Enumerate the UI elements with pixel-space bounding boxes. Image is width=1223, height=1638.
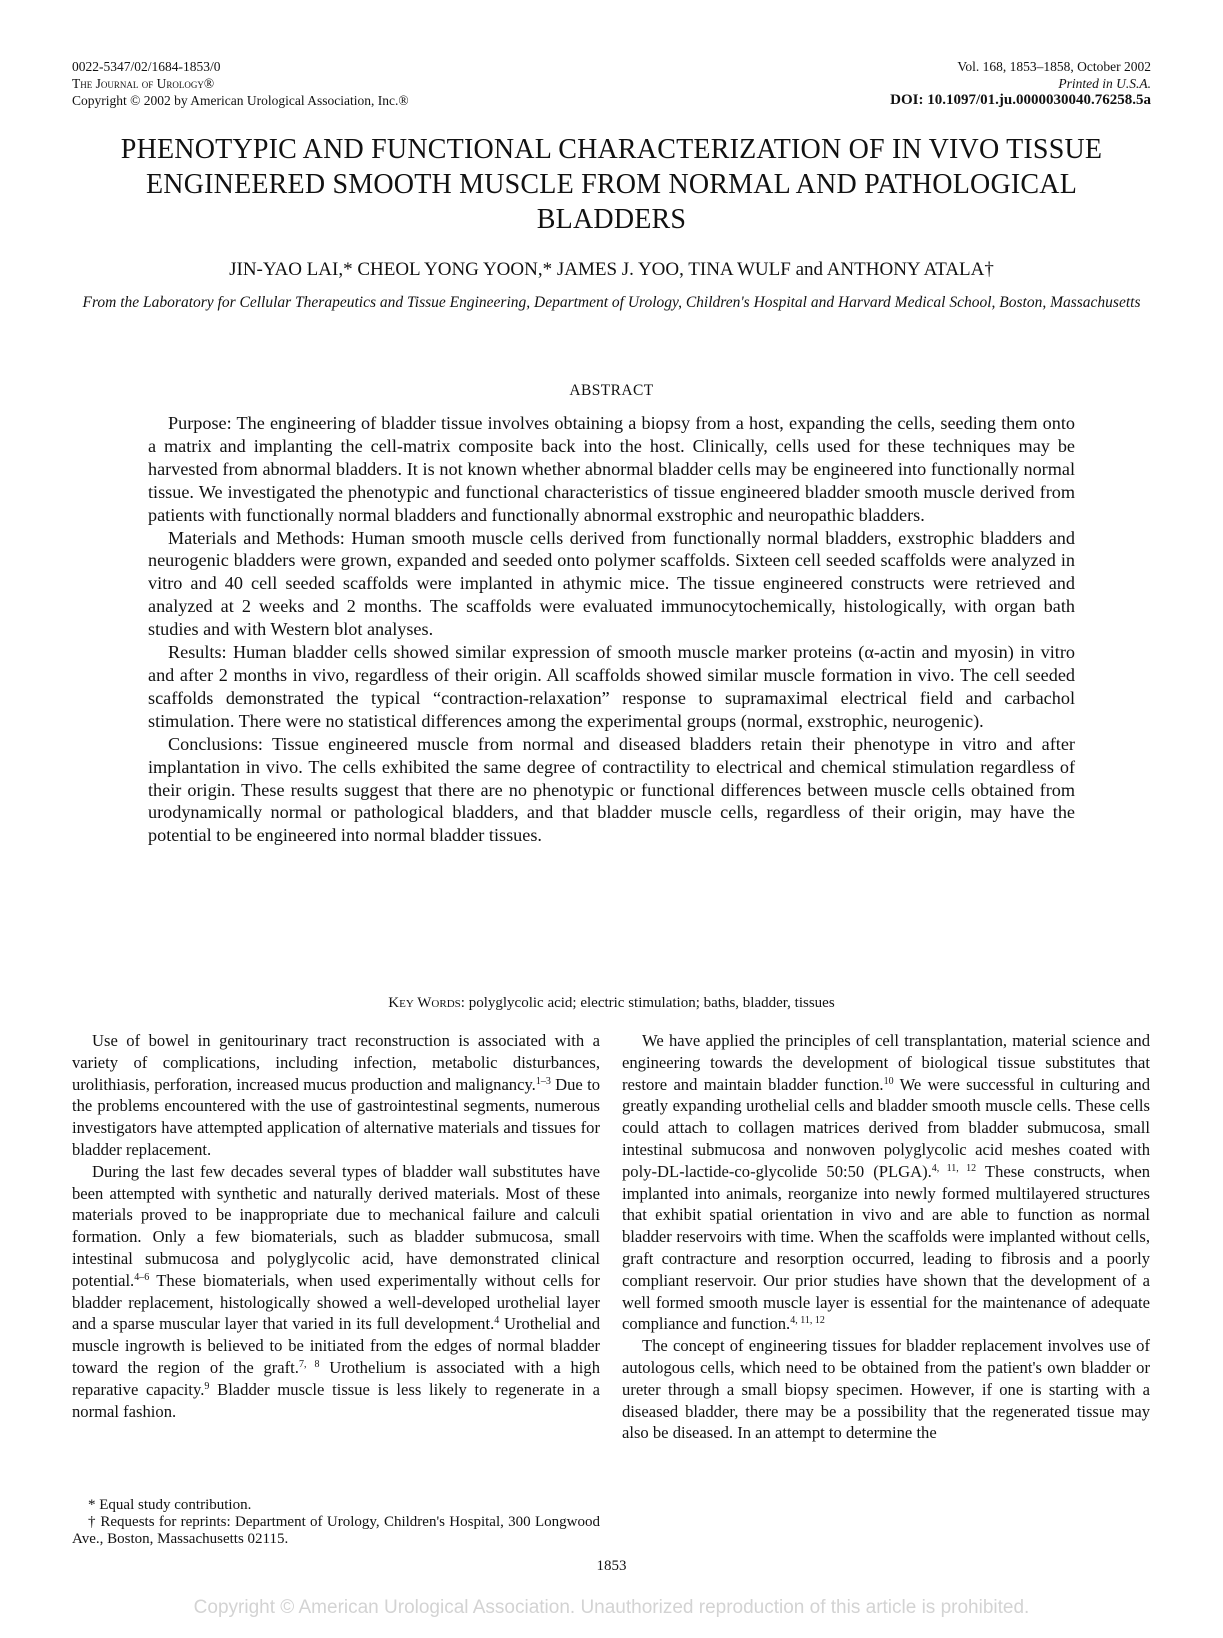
affiliation: From the Laboratory for Cellular Therapeutics and Tissue Engineering, Department of Urology, Children's Hospital and Harvard Medical School, Boston, Massachusetts [82, 294, 1141, 311]
doi: DOI: 10.1097/01.ju.0000030040.76258.5a [890, 92, 1151, 108]
text-run: During the last few decades several types of bladder wall substitutes have been attempted with synthetic and naturally derived materials. Most of these materials proved to be inappropriate due to mechanical failure and calculi formation. Only a few biomaterials, such as bladder submucosa, small intestinal submucosa and polyglycolic acid, have demonstrated clinical potential. [72, 1161, 600, 1290]
citation-ref: 4–6 [134, 1271, 150, 1283]
citation-ref: 4, 11, 12 [790, 1315, 825, 1327]
keywords-text: polyglycolic acid; electric stimulation; baths, bladder, tissues [468, 995, 835, 1011]
body-paragraph [72, 1030, 600, 1161]
journal-name: The Journal of Urology® [72, 76, 215, 91]
journal-header-left [72, 58, 409, 109]
abstract-heading: ABSTRACT [569, 382, 654, 399]
citation-ref: 7, 8 [298, 1358, 320, 1370]
body-column-right [622, 1030, 1150, 1444]
body-column-left [72, 1030, 600, 1422]
citation-ref: 4 [494, 1315, 500, 1327]
body-paragraph [622, 1030, 1150, 1335]
printed-in: Printed in U.S.A. [1058, 76, 1151, 91]
abstract-results: Results: Human bladder cells showed similar expression of smooth muscle marker proteins (α-actin and myosin) in vitro and after 2 months in vivo, regardless of their origin. All scaffolds showed similar muscle formation in vivo. The cell seeded scaffolds demonstrated the typical “contraction-relaxation” response to supramaximal electrical field and carbachol stimulation. There were no statistical differences among the experimental groups (normal, exstrophic, neurogenic). [148, 642, 1075, 731]
text-run: Due to the problems encountered with the use of gastrointestinal segments, numerous investigators have attempted application of alternative materials and tissues for bladder replacement. [72, 1074, 600, 1159]
text-run: We have applied the principles of cell transplantation, material science and engineering towards the development of biological tissue substitutes that restore and maintain bladder function. [622, 1031, 1150, 1094]
body-paragraph [72, 1161, 600, 1423]
abstract-purpose: Purpose: The engineering of bladder tissue involves obtaining a biopsy from a host, expanding the cells, seeding them onto a matrix and implanting the cell-matrix composite back into the host. Clinically, cells used for these techniques may be harvested from abnormal bladders. It is not known whether abnormal bladder cells may be engineered into functionally normal tissue. We investigated the phenotypic and functional characteristics of tissue engineered bladder smooth muscle derived from patients with functionally normal bladders and functionally abnormal exstrophic and neuropathic bladders. [148, 413, 1075, 525]
text-run: These constructs, when implanted into animals, reorganize into newly formed multilayered structures that exhibit spatial orientation in vivo and are able to function as normal bladder reservoirs with time. When the scaffolds were implanted without cells, graft contracture and resorption occurred, leading to fibrosis and a poorly compliant reservoir. Our prior studies have shown that the development of a well formed smooth muscle layer is essential for the maintenance of adequate compliance and function. [622, 1161, 1150, 1334]
citation-ref: 9 [204, 1380, 210, 1392]
body-paragraph: The concept of engineering tissues for bladder replacement involves use of autologous cells, which need to be obtained from the patient's own bladder or ureter through a small biopsy specimen. However, if one is starting with a diseased bladder, there may be a possibility that the regenerated tissue may also be diseased. In an attempt to determine the [622, 1336, 1150, 1443]
citation-ref: 4, 11, 12 [931, 1162, 977, 1174]
copyright-watermark: Copyright © American Urological Association. Unauthorized reproduction of this article is prohibited. [193, 1597, 1030, 1618]
citation-ref: 10 [883, 1075, 894, 1087]
footnote-equal-contribution: * Equal study contribution. [88, 1497, 252, 1513]
keywords [72, 995, 1151, 1012]
abstract-conclusions: Conclusions: Tissue engineered muscle from normal and diseased bladders retain their phenotype in vitro and after implantation in vivo. The cells exhibited the same degree of contractility to electrical and chemical stimulation regardless of their origin. These results suggest that there are no phenotypic or functional differences between muscle cells obtained from urodynamically normal or pathological bladders, and that bladder muscle cells, regardless of their origin, may have the potential to be engineered into normal bladder tissues. [148, 733, 1075, 846]
abstract-methods: Materials and Methods: Human smooth muscle cells derived from functionally normal bladders, exstrophic bladders and neurogenic bladders were grown, expanded and seeded onto polymer scaffolds. Sixteen cell seeded scaffolds were analyzed in vitro and 40 cell seeded scaffolds were implanted in athymic mice. The tissue engineered constructs were retrieved and analyzed at 2 weeks and 2 months. The scaffolds were evaluated immunocytochemically, histologically, with organ bath studies and with Western blot analyses. [148, 527, 1075, 640]
text-run: These biomaterials, when used experimentally without cells for bladder replacement, histologically showed a well-developed urothelial layer and a sparse muscular layer that varied in its full development. [72, 1270, 600, 1334]
citation-ref: 1–3 [535, 1075, 551, 1087]
paper-title: PHENOTYPIC AND FUNCTIONAL CHARACTERIZATION OF IN VIVO TISSUE ENGINEERED SMOOTH MUSCLE FROM NORMAL AND PATHOLOGICAL BLADDERS [120, 134, 1103, 235]
text-run: We were successful in culturing and greatly expanding urothelial cells and bladder smooth muscle cells. These cells could attach to collagen matrices derived from bladder submucosa, small intestinal submucosa and nonwoven polyglycolic acid meshes coated with poly-DL-lactide-co-glycolide 50:50 (PLGA). [622, 1074, 1150, 1181]
journal-header-right [890, 58, 1151, 109]
abstract-body [148, 412, 1075, 847]
copyright-line: Copyright © 2002 by American Urological Association, Inc.® [72, 93, 409, 108]
keywords-label: Key Words: [388, 995, 465, 1011]
footnotes [72, 1497, 600, 1548]
author-list: JIN-YAO LAI,* CHEOL YONG YOON,* JAMES J. YOO, TINA WULF and ANTHONY ATALA† [229, 259, 994, 280]
text-run: Urothelium is associated with a high reparative capacity. [72, 1357, 600, 1399]
volume-info: Vol. 168, 1853–1858, October 2002 [957, 59, 1151, 74]
text-run: Urothelial and muscle ingrowth is believed to be initiated from the edges of normal bladder toward the region of the graft. [72, 1314, 601, 1377]
footnote-reprints: † Requests for reprints: Department of Urology, Children's Hospital, 300 Longwood Ave., Boston, Massachusetts 02115. [72, 1514, 600, 1547]
text-run: Bladder muscle tissue is less likely to regenerate in a normal fashion. [72, 1379, 600, 1421]
page-number: 1853 [596, 1558, 627, 1574]
manuscript-id: 0022-5347/02/1684-1853/0 [72, 59, 221, 74]
text-run: Use of bowel in genitourinary tract reconstruction is associated with a variety of complications, including infection, metabolic disturbances, urolithiasis, perforation, increased mucus production and malignancy. [72, 1031, 600, 1094]
